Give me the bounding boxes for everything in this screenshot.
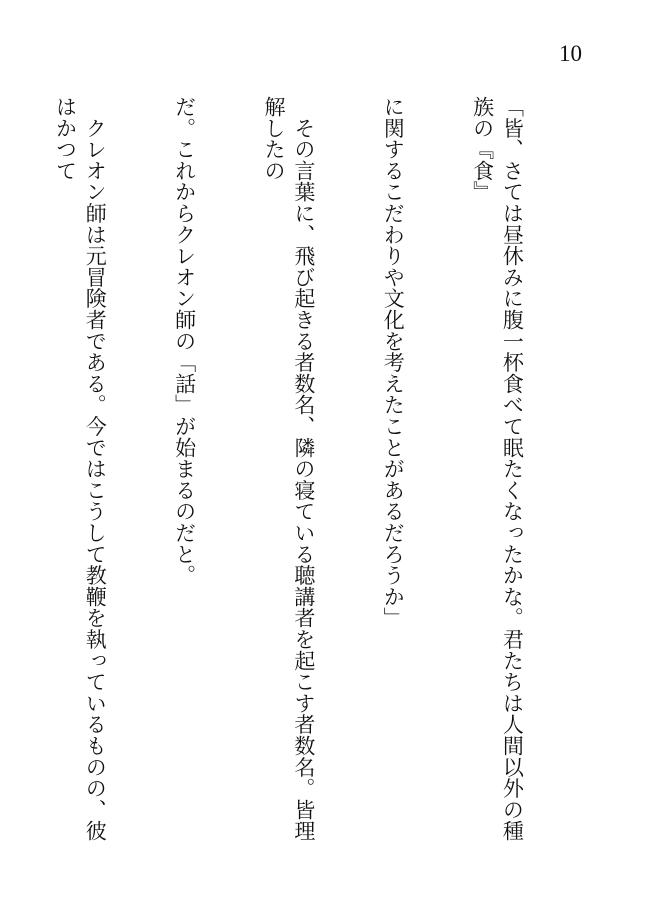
page-number: 10	[559, 41, 582, 66]
text-line: クレオン師は元冒険者である。今ではこうして教鞭を執っているものの、彼はかつて	[53, 96, 108, 842]
text-line: その言葉に、飛び起きる者数名、隣の寝ている聴講者を起こす者数名。皆理解したの	[262, 96, 316, 842]
vertical-body-text	[53, 96, 586, 856]
text-line: だ。これからクレオン師の「話」が始まるのだと。	[172, 96, 197, 586]
text-line: に関するこだわりや文化を考えたことがあるだろうか」	[381, 96, 406, 629]
text-line: 「皆、さては昼休みに腹一杯食べて眠たくなったかな。君たちは人間以外の種族の『食』	[470, 96, 525, 842]
